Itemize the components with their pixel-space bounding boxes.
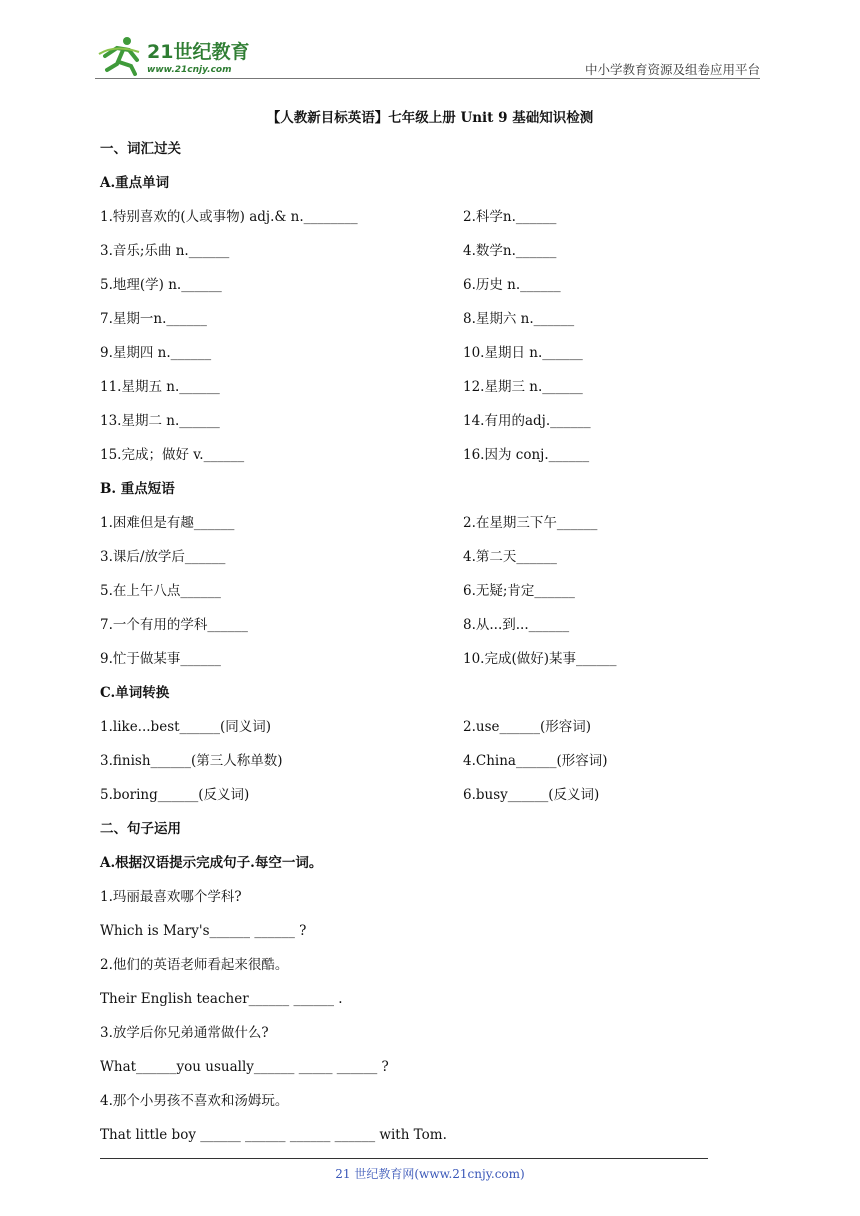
sentence-prompt: 3.放学后你兄弟通常做什么? [100, 1025, 269, 1041]
vocab-item: 7.星期一n.______ [100, 311, 207, 327]
phrase-item: 7.一个有用的学科______ [100, 617, 248, 633]
phrase-item: 8.从...到...______ [463, 617, 570, 633]
section2-part-a-heading: A.根据汉语提示完成句子.每空一词。 [100, 855, 323, 871]
header-divider [95, 78, 760, 79]
vocab-item: 14.有用的adj.______ [463, 413, 591, 429]
sentence-blank: That little boy ______ ______ ______ ______ with Tom. [100, 1127, 447, 1143]
sentence-blank: Which is Mary's______ ______ ? [100, 923, 307, 939]
part-a-heading: A.重点单词 [100, 175, 170, 191]
logo-url: www.21cnjy.com [147, 65, 232, 75]
vocab-item: 16.因为 conj.______ [463, 447, 590, 463]
conversion-item: 3.finish______(第三人称单数) [100, 753, 283, 769]
phrase-item: 3.课后/放学后______ [100, 549, 226, 565]
vocab-item: 11.星期五 n.______ [100, 379, 220, 395]
vocab-item: 3.音乐;乐曲 n.______ [100, 243, 230, 259]
conversion-item: 1.like...best______(同义词) [100, 719, 272, 735]
conversion-item: 5.boring______(反义词) [100, 787, 250, 803]
phrase-item: 6.无疑;肯定______ [463, 583, 575, 599]
footer-divider [100, 1158, 708, 1159]
phrase-item: 2.在星期三下午______ [463, 515, 598, 531]
vocab-item: 8.星期六 n.______ [463, 311, 575, 327]
phrase-item: 4.第二天______ [463, 549, 557, 565]
vocab-item: 12.星期三 n.______ [463, 379, 583, 395]
logo [95, 34, 265, 76]
part-b-heading: B. 重点短语 [100, 481, 175, 497]
vocab-item: 15.完成；做好 v.______ [100, 447, 245, 463]
part-c-heading: C.单词转换 [100, 685, 170, 701]
sentence-blank: Their English teacher______ ______ . [100, 991, 343, 1007]
conversion-item: 6.busy______(反义词) [463, 787, 600, 803]
page-header [95, 32, 760, 80]
phrase-item: 9.忙于做某事______ [100, 651, 221, 667]
sentence-prompt: 2.他们的英语老师看起来很酷。 [100, 957, 289, 973]
conversion-item: 4.China______(形容词) [463, 753, 608, 769]
vocab-item: 9.星期四 n.______ [100, 345, 212, 361]
vocab-item: 1.特别喜欢的(人或事物) adj.& n.________ [100, 209, 358, 225]
platform-name: 中小学教育资源及组卷应用平台 [584, 62, 760, 77]
vocab-item: 6.历史 n.______ [463, 277, 561, 293]
vocab-item: 10.星期日 n.______ [463, 345, 583, 361]
runner-icon [99, 37, 139, 74]
sentence-prompt: 4.那个小男孩不喜欢和汤姆玩。 [100, 1093, 289, 1109]
phrase-item: 1.困难但是有趣______ [100, 515, 235, 531]
conversion-item: 2.use______(形容词) [463, 719, 592, 735]
vocab-item: 2.科学n.______ [463, 209, 557, 225]
sentence-prompt: 1.玛丽最喜欢哪个学科? [100, 889, 242, 905]
phrase-item: 5.在上午八点______ [100, 583, 221, 599]
vocab-item: 13.星期二 n.______ [100, 413, 220, 429]
phrase-item: 10.完成(做好)某事______ [463, 651, 617, 667]
section1-heading: 一、词汇过关 [100, 141, 181, 157]
footer-text: 21 世纪教育网(www.21cnjy.com) [335, 1167, 525, 1181]
logo-text: 21世纪教育 [147, 41, 250, 63]
page-title: 【人教新目标英语】七年级上册 Unit 9 基础知识检测 [266, 110, 594, 126]
section2-heading: 二、句子运用 [100, 821, 181, 837]
vocab-item: 5.地理(学) n.______ [100, 277, 222, 293]
sentence-blank: What______you usually______ _____ ______ ? [100, 1059, 389, 1075]
vocab-item: 4.数学n.______ [463, 243, 557, 259]
